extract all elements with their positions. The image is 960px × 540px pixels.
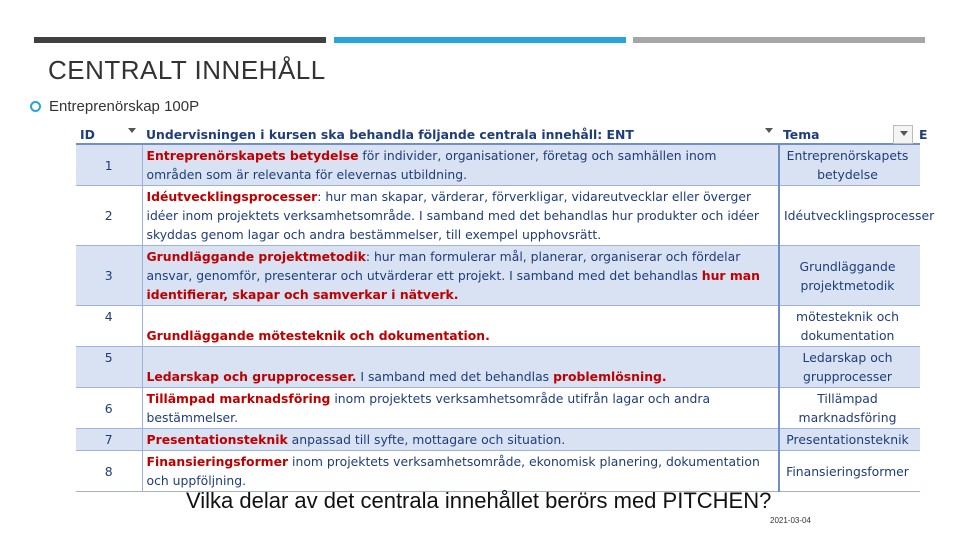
table-row [76,246,920,306]
row-tema: Entreprenörskapets betydelse [779,144,915,186]
filter-dropdown-icon[interactable] [128,128,136,133]
row-id: 4 [76,306,142,347]
table-row [76,347,920,388]
header-tema[interactable] [779,125,915,144]
circle-bullet-icon [30,101,41,112]
row-id: 5 [76,347,142,388]
row-description: Idéutvecklingsprocesser: hur man skapar, värderar, förverkligar, vidareutvecklar eller överger idéer inom projektets verksamhetsområde. I samband med det behandlas hur produkter och idéer skyddas genom lagar och andra bestämmelser, till exempel upphovsrätt. [142,186,779,246]
row-description: Tillämpad marknadsföring inom projektets verksamhetsområde utifrån lagar och andra bestämmelser. [142,388,779,429]
row-id: 1 [76,144,142,186]
row-description: Presentationsteknik anpassad till syfte, mottagare och situation. [142,429,779,451]
table-row [76,144,920,186]
slide-title: CENTRALT INNEHÅLL [48,55,326,85]
row-tema: Idéutvecklingsprocesser [779,186,915,246]
row-id: 6 [76,388,142,429]
row-description: Grundläggande projektmetodik: hur man formulerar mål, planerar, organiserar och fördelar ansvar, genomför, presenterar och utvärderar ett projekt. I samband med det behandlas hur man identifierar, skapar och samverkar i nätverk. [142,246,779,306]
table-row [76,388,920,429]
row-extra [915,347,920,388]
header-extra [915,125,928,144]
row-extra [915,144,920,186]
filter-dropdown-icon[interactable] [765,128,773,133]
slide-question: Vilka delar av det centrala innehållet berörs med PITCHEN? [186,488,772,513]
content-table [76,125,935,488]
row-tema: Presentationsteknik [779,429,915,451]
filter-dropdown-icon[interactable] [900,131,908,136]
accent-bar-gray [633,37,925,43]
row-id: 3 [76,246,142,306]
table-row [76,306,920,347]
header-id[interactable] [76,125,142,144]
row-description: Grundläggande mötesteknik och dokumentation. [142,306,779,347]
header-extra-label: E [919,126,928,142]
table-row [76,429,920,451]
row-id: 8 [76,451,142,492]
row-id: 7 [76,429,142,451]
row-tema: Tillämpad marknadsföring [779,388,915,429]
row-description: Finansieringsformer inom projektets verksamhetsområde, ekonomisk planering, dokumentation och uppföljning. [142,451,779,492]
row-tema: mötesteknik och dokumentation [779,306,915,347]
table-row [76,451,920,492]
row-tema: Ledarskap och grupprocesser [779,347,915,388]
header-tema-label: Tema [783,126,820,142]
row-tema: Finansieringsformer [779,451,915,492]
header-desc[interactable] [142,125,779,144]
accent-bar-dark [34,37,326,43]
bullet-item [30,98,199,115]
row-tema: Grundläggande projektmetodik [779,246,915,306]
header-desc-label: Undervisningen i kursen ska behandla följande centrala innehåll: ENT [146,126,634,142]
row-extra [915,246,920,306]
row-id: 2 [76,186,142,246]
header-id-label: ID [80,126,95,142]
bullet-text: Entreprenörskap 100P [49,98,200,115]
row-description: Entreprenörskapets betydelse för individer, organisationer, företag och samhällen inom områden som är relevanta för elevernas utbildning. [142,144,779,186]
row-extra [915,306,920,347]
row-extra [915,451,920,492]
row-extra [915,429,920,451]
slide-date: 2021-03-04 [770,516,811,525]
accent-bar-blue [334,37,626,43]
table-header-row [76,125,920,144]
table-row [76,186,920,246]
row-description: Ledarskap och grupprocesser. I samband med det behandlas problemlösning. [142,347,779,388]
row-extra [915,388,920,429]
